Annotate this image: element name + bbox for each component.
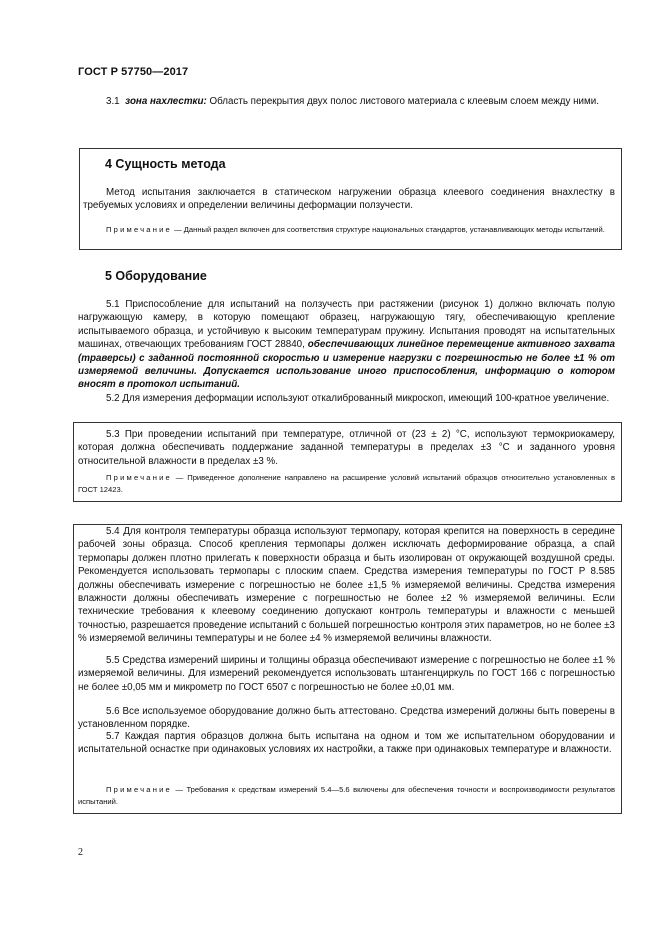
section-4-heading: 4 Сущность метода — [105, 157, 226, 171]
clause-5-1 — [78, 298, 615, 392]
clauses-5-4-5-6-note — [78, 784, 615, 808]
clause-5-4-text: 5.4 Для контроля температуры образца используют термопару, которая крепится на поверхность в середине рабочей зоны образца. Способ крепления термопары должен исключать деформирование образца, а спай термопары должен плотно прилегать к поверхности образца и быть изолирован от окружающей воздушной среды. Рекомендуется использовать термопары с плоским спаем. Средства измерения температуры по ГОСТ Р 8.585 должны обеспечивать измерение с погрешностью не более ±1,5 % измеряемой величины. Средства измерения влажности должны обеспечивать измерение с погрешностью не более ±2 % измеряемой величины. Если технические требования к клеевому соединению допускают контроль температуры и влажности с меньшей точностью, разрешается проведение испытаний с большей погрешностью контроля этих параметров, но не более ±3 % измеряемой величины температуры и не более ±4 % измеряемой величины влажности. — [78, 526, 615, 645]
section-4-note — [83, 224, 615, 236]
clause-3-1-term: зона нахлестки: — [125, 96, 207, 107]
clause-3-1 — [78, 95, 615, 108]
section-4-paragraph-text: Метод испытания заключается в статическом нагружении образца клеевого соединения внахлестку в требуемых условиях и определении величины деформации ползучести. — [83, 187, 615, 212]
clause-5-1-text: 5.1 Приспособление для испытаний на ползучесть при растяжении (рисунок 1) должно включать полую нагружающую камеру, в которую помещают образец, нагружающую тягу, обеспечивающую крепление испытываемого образца, и устойчивую к высоким температурам пружину. Испытания проводят на испытательных машинах, отвечающих требованиям ГОСТ 28840, — [78, 299, 615, 351]
clause-5-6-text: 5.6 Все используемое оборудование должно быть аттестовано. Средства измерений должны быть поверены в установленном порядке. — [78, 706, 615, 731]
clause-3-1-text: Область перекрытия двух полос листового материала с клеевым слоем между ними. — [209, 96, 599, 107]
clause-5-2 — [78, 392, 615, 405]
clause-5-2-text: 5.2 Для измерения деформации используют откалиброванный микроскоп, имеющий 100-кратное увеличение. — [106, 393, 610, 404]
note-label: Примечание — [106, 225, 172, 234]
clause-5-3-note — [78, 472, 615, 496]
note-label: Примечание — [106, 785, 172, 794]
page-number: 2 — [78, 847, 83, 858]
clause-5-3-text: 5.3 При проведении испытаний при температуре, отличной от (23 ± 2) °С, используют термокриокамеру, которая должна обеспечивать поддержание заданной температуры в пределах ±3 °С и заданного уровня относительной влажности в пределах ±3 %. — [78, 429, 615, 467]
clause-5-7 — [78, 730, 615, 757]
clause-5-1-emphasis: обеспечивающих линейное перемещение активного захвата (траверсы) с заданной постоянной скоростью и измерение нагрузки с погрешностью не более ±1 % от измеряемой величины. Допускается использование иного приспособления, информацию о котором вносят в протокол испытаний. — [78, 339, 615, 391]
clause-5-4 — [78, 525, 615, 646]
note-label: Примечание — [106, 473, 172, 482]
note-text: — Требования к средствам измерений 5.4—5.6 включены для обеспечения точности и воспроизводимости результатов испытаний. — [78, 785, 615, 806]
clause-5-6 — [78, 705, 615, 732]
clause-5-5 — [78, 654, 615, 694]
clause-5-3 — [78, 428, 615, 468]
clause-5-5-text: 5.5 Средства измерений ширины и толщины образца обеспечивают измерение с погрешностью не более ±1 % измеряемой величины. Для измерений рекомендуется использовать штангенциркуль по ГОСТ 166 с погрешностью не более ±0,05 мм и микрометр по ГОСТ 6507 с погрешностью не более ±0,01 мм. — [78, 655, 615, 693]
clause-3-1-number: 3.1 — [106, 96, 120, 107]
section-4-paragraph — [83, 186, 615, 213]
doc-header: ГОСТ Р 57750—2017 — [78, 66, 189, 78]
clause-5-7-text: 5.7 Каждая партия образцов должна быть испытана на одном и том же испытательном оборудовании и испытательной оснастке при одинаковых условиях их настройки, а также при одинаковых температуре и влажности. — [78, 731, 615, 756]
note-text: — Приведенное дополнение направлено на расширение условий испытаний образцов относительно установленных в ГОСТ 12423. — [78, 473, 615, 494]
section-5-heading: 5 Оборудование — [105, 269, 207, 283]
note-text: — Данный раздел включен для соответствия структуре национальных стандартов, устанавливающих методы испытаний. — [171, 225, 605, 234]
